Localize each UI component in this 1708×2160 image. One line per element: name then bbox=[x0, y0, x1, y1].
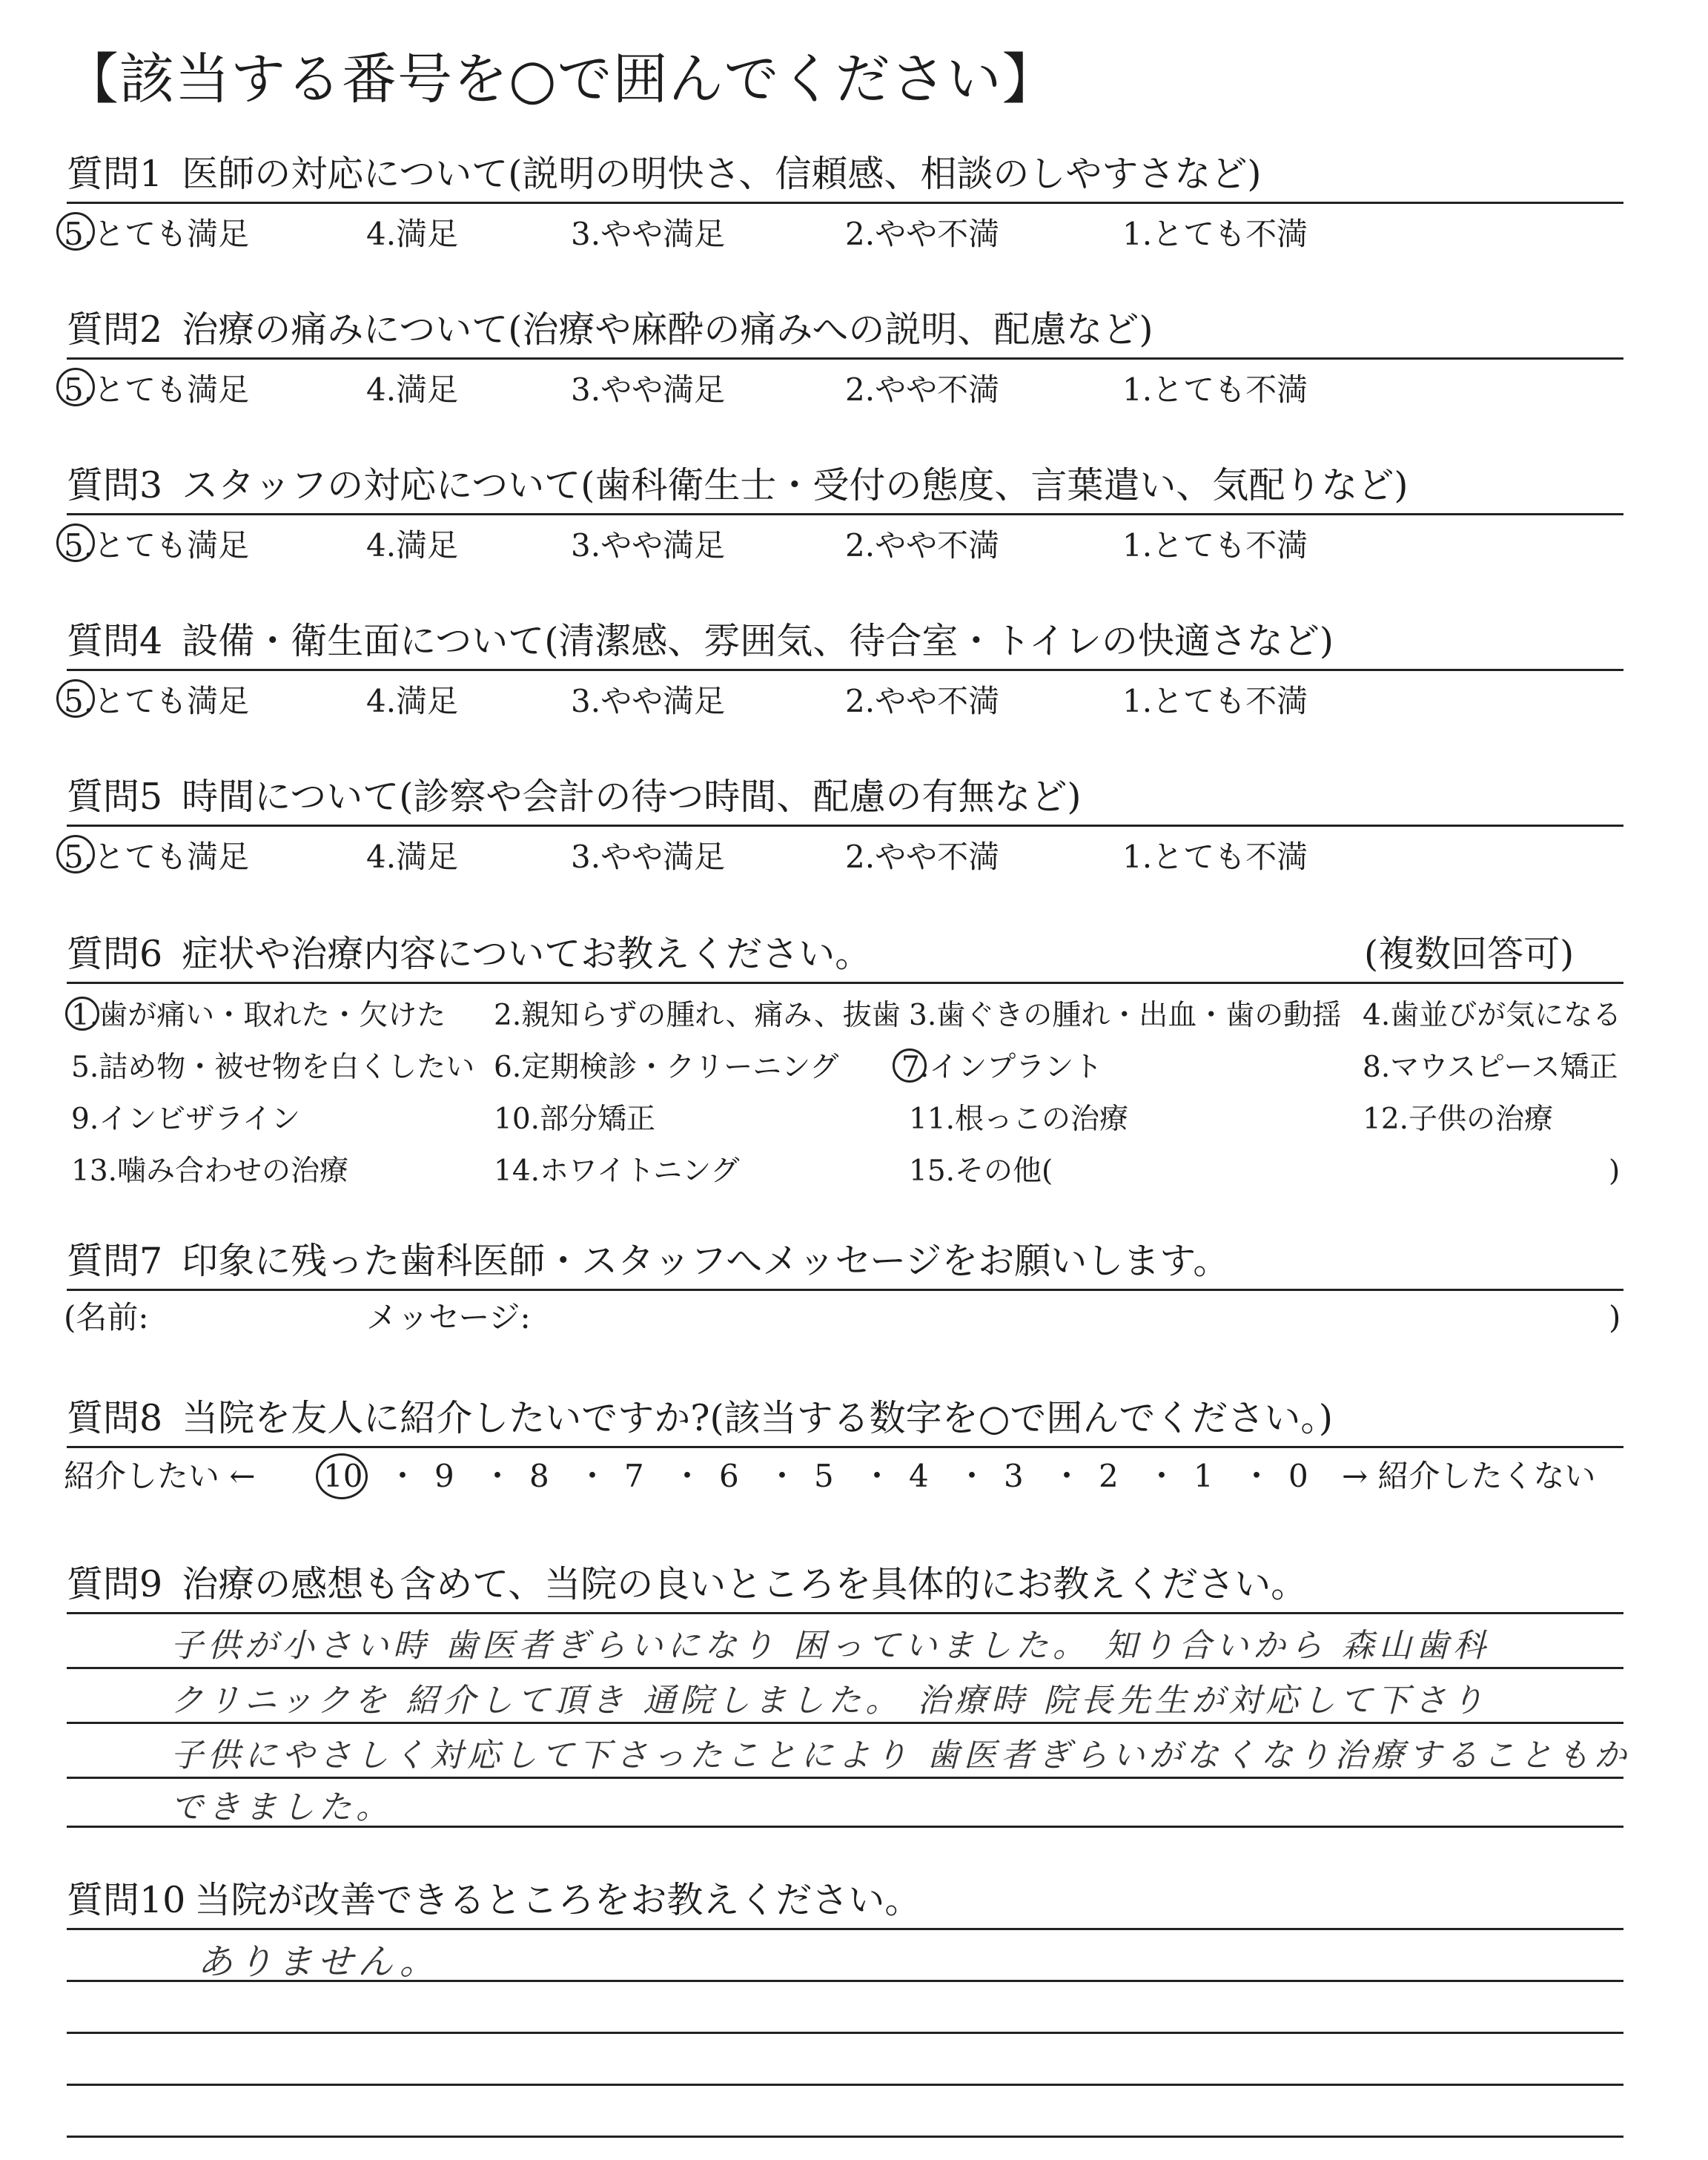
question-text: 症状や治療内容についてお教えください。 bbox=[182, 933, 872, 975]
question-text: 時間について(診察や会計の待つ時間、配慮の有無など) bbox=[182, 776, 1082, 818]
question-label: 質問7 bbox=[67, 1240, 163, 1282]
rating-option-5[interactable]: 5.とても満足 bbox=[64, 683, 250, 719]
score-option-6[interactable]: 6 bbox=[719, 1458, 739, 1494]
handwritten-answer-line: クリニックを 紹介して頂き 通院しました。 治療時 院長先生が対応して下さり bbox=[171, 1682, 1489, 1720]
answer-line bbox=[67, 1722, 1623, 1724]
message-close-paren: ) bbox=[1609, 1299, 1621, 1335]
rating-option-2[interactable]: 2.やや不満 bbox=[845, 683, 1000, 719]
answer-line bbox=[67, 2084, 1623, 2086]
rating-option-5[interactable]: 5.とても満足 bbox=[64, 371, 250, 408]
question-label: 質問2 bbox=[67, 308, 163, 351]
rating-option-2[interactable]: 2.やや不満 bbox=[845, 216, 1000, 252]
rating-option-4[interactable]: 4.満足 bbox=[366, 839, 459, 875]
handwritten-answer-line: 子供が小さい時 歯医者ぎらいになり 困っていました。 知り合いから 森山歯科 bbox=[171, 1627, 1490, 1665]
message-field-label: メッセージ: bbox=[366, 1299, 531, 1335]
score-option-1[interactable]: 1 bbox=[1194, 1458, 1214, 1494]
divider bbox=[67, 1928, 1623, 1930]
rating-option-3[interactable]: 3.やや満足 bbox=[571, 216, 726, 252]
rating-option-3[interactable]: 3.やや満足 bbox=[571, 683, 726, 719]
divider bbox=[67, 1289, 1623, 1291]
rating-option-5[interactable]: 5.とても満足 bbox=[64, 839, 250, 875]
score-separator: ・ bbox=[1146, 1458, 1178, 1494]
divider bbox=[67, 1612, 1623, 1614]
score-option-8[interactable]: 8 bbox=[529, 1458, 549, 1494]
score-separator: ・ bbox=[861, 1458, 893, 1494]
rating-option-4[interactable]: 4.満足 bbox=[366, 683, 459, 719]
symptom-option[interactable]: 15.その他( bbox=[909, 1155, 1053, 1188]
answer-line bbox=[67, 1667, 1623, 1669]
score-separator: ・ bbox=[767, 1458, 798, 1494]
rating-option-3[interactable]: 3.やや満足 bbox=[571, 371, 726, 408]
question-label: 質問8 bbox=[67, 1397, 163, 1439]
symptom-option[interactable]: 5.詰め物・被せ物を白くしたい bbox=[71, 1051, 475, 1084]
score-separator: ・ bbox=[956, 1458, 988, 1494]
symptom-option[interactable]: 3.歯ぐきの腫れ・出血・歯の動揺 bbox=[909, 999, 1342, 1032]
rating-option-1[interactable]: 1.とても不満 bbox=[1122, 839, 1308, 875]
rating-option-1[interactable]: 1.とても不満 bbox=[1122, 527, 1308, 564]
rating-option-5[interactable]: 5.とても満足 bbox=[64, 216, 250, 252]
handwritten-answer-line: できました。 bbox=[171, 1789, 393, 1826]
question-text: 印象に残った歯科医師・スタッフへメッセージをお願いします。 bbox=[182, 1240, 1230, 1282]
symptom-option[interactable]: 10.部分矯正 bbox=[494, 1103, 656, 1136]
divider bbox=[67, 669, 1623, 671]
divider bbox=[67, 513, 1623, 515]
score-option-10[interactable]: 10 bbox=[323, 1458, 363, 1494]
rating-option-4[interactable]: 4.満足 bbox=[366, 527, 459, 564]
score-separator: ・ bbox=[1051, 1458, 1083, 1494]
divider bbox=[67, 357, 1623, 360]
score-separator: ・ bbox=[482, 1458, 514, 1494]
question-text: 治療の感想も含めて、当院の良いところを具体的にお教えください。 bbox=[182, 1563, 1308, 1605]
score-option-9[interactable]: 9 bbox=[434, 1458, 454, 1494]
page-title: 【該当する番号を○で囲んでください】 bbox=[64, 47, 1058, 111]
rating-option-4[interactable]: 4.満足 bbox=[366, 371, 459, 408]
symptom-option[interactable]: 9.インビザライン bbox=[71, 1103, 301, 1136]
score-option-5[interactable]: 5 bbox=[814, 1458, 834, 1494]
question-label: 質問3 bbox=[67, 464, 163, 506]
recommend-right-label: → 紹介したくない bbox=[1342, 1458, 1596, 1494]
symptom-option[interactable]: 12.子供の治療 bbox=[1363, 1103, 1554, 1136]
symptom-option[interactable]: 6.定期検診・クリーニング bbox=[494, 1051, 839, 1084]
symptom-option[interactable]: 4.歯並びが気になる bbox=[1363, 999, 1622, 1032]
symptom-option[interactable]: 2.親知らずの腫れ、痛み、抜歯 bbox=[494, 999, 901, 1032]
question-text: 当院を友人に紹介したいですか?(該当する数字を○で囲んでください。) bbox=[182, 1397, 1333, 1439]
divider bbox=[67, 1446, 1623, 1448]
symptom-option[interactable]: 7.インプラント bbox=[901, 1051, 1103, 1084]
score-option-4[interactable]: 4 bbox=[909, 1458, 929, 1494]
rating-option-4[interactable]: 4.満足 bbox=[366, 216, 459, 252]
symptom-option[interactable]: 8.マウスピース矯正 bbox=[1363, 1051, 1618, 1084]
score-option-2[interactable]: 2 bbox=[1099, 1458, 1119, 1494]
symptom-option[interactable]: 11.根っこの治療 bbox=[909, 1103, 1129, 1136]
rating-option-1[interactable]: 1.とても不満 bbox=[1122, 216, 1308, 252]
other-close-paren: ) bbox=[1609, 1155, 1621, 1188]
symptom-option[interactable]: 13.噛み合わせの治療 bbox=[71, 1155, 349, 1188]
question-text: 設備・衛生面について(清潔感、雰囲気、待合室・トイレの快適さなど) bbox=[182, 620, 1334, 662]
rating-option-2[interactable]: 2.やや不満 bbox=[845, 371, 1000, 408]
rating-option-3[interactable]: 3.やや満足 bbox=[571, 527, 726, 564]
question-label: 質問10 bbox=[67, 1879, 186, 1921]
rating-option-2[interactable]: 2.やや不満 bbox=[845, 839, 1000, 875]
multiple-answer-note: (複数回答可) bbox=[1364, 933, 1575, 975]
divider bbox=[67, 982, 1623, 984]
score-separator: ・ bbox=[387, 1458, 419, 1494]
question-text: 医師の対応について(説明の明快さ、信頼感、相談のしやすさなど) bbox=[182, 153, 1262, 195]
question-label: 質問4 bbox=[67, 620, 163, 662]
rating-option-5[interactable]: 5.とても満足 bbox=[64, 527, 250, 564]
divider bbox=[67, 202, 1623, 204]
rating-option-3[interactable]: 3.やや満足 bbox=[571, 839, 726, 875]
answer-line bbox=[67, 1777, 1623, 1779]
answer-line bbox=[67, 2032, 1623, 2034]
question-text: 治療の痛みについて(治療や麻酔の痛みへの説明、配慮など) bbox=[182, 308, 1153, 351]
question-label: 質問1 bbox=[67, 153, 163, 195]
score-separator: ・ bbox=[1241, 1458, 1273, 1494]
recommend-left-label: 紹介したい ← bbox=[64, 1458, 256, 1494]
rating-option-2[interactable]: 2.やや不満 bbox=[845, 527, 1000, 564]
name-field-label: (名前: bbox=[64, 1299, 149, 1335]
symptom-option[interactable]: 1.歯が痛い・取れた・欠けた bbox=[71, 999, 446, 1032]
question-text: スタッフの対応について(歯科衛生士・受付の態度、言葉遣い、気配りなど) bbox=[182, 464, 1409, 506]
score-option-7[interactable]: 7 bbox=[624, 1458, 644, 1494]
divider bbox=[67, 825, 1623, 827]
score-option-3[interactable]: 3 bbox=[1004, 1458, 1024, 1494]
rating-option-1[interactable]: 1.とても不満 bbox=[1122, 683, 1308, 719]
score-separator: ・ bbox=[672, 1458, 704, 1494]
question-text: 当院が改善できるところをお教えください。 bbox=[194, 1879, 921, 1921]
handwritten-answer-line: 子供にやさしく対応して下さったことにより 歯医者ぎらいがなくなり治療することもか bbox=[171, 1737, 1631, 1774]
question-label: 質問5 bbox=[67, 776, 163, 818]
symptom-option[interactable]: 14.ホワイトニング bbox=[494, 1155, 740, 1188]
question-label: 質問9 bbox=[67, 1563, 163, 1605]
handwritten-answer-line: ありません。 bbox=[197, 1941, 440, 1983]
rating-option-1[interactable]: 1.とても不満 bbox=[1122, 371, 1308, 408]
score-separator: ・ bbox=[577, 1458, 609, 1494]
answer-line bbox=[67, 2136, 1623, 2138]
score-option-0[interactable]: 0 bbox=[1288, 1458, 1308, 1494]
question-label: 質問6 bbox=[67, 933, 163, 975]
